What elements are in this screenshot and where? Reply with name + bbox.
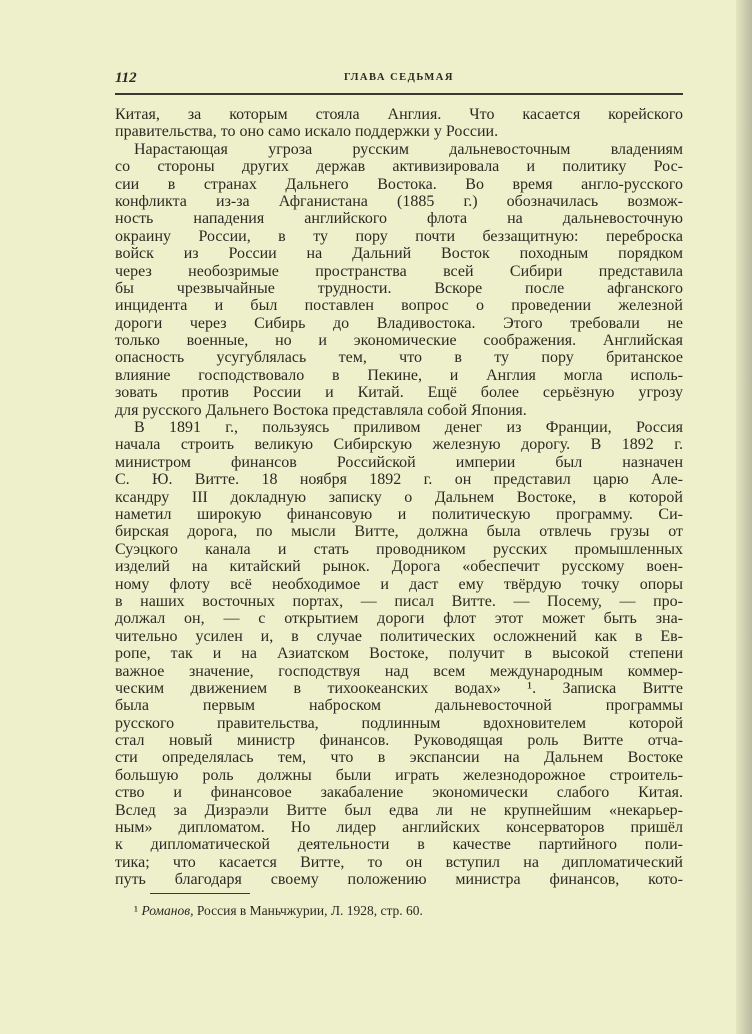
- text-line: изделий на китайский рынок. Дорога «обеспечит русскому воен-: [115, 558, 683, 576]
- text-line: в наших восточных портах, — писал Витте. — Посему, — про-: [115, 592, 683, 610]
- text-line: сти определялась тем, что в экспансии на Дальнем Востоке: [115, 749, 683, 767]
- footnote-text: Россия в Маньчжурии, Л. 1928, стр. 60.: [196, 903, 423, 918]
- text-line: ство и финансовое закабаление экономически слабого Китая.: [115, 784, 683, 802]
- text-line: со стороны других держав активизировала и политику Рос-: [115, 158, 683, 176]
- text-line: ческим движением в тихоокеанских водах» ¹. Записка Витте: [115, 679, 683, 697]
- text-line: бирская дорога, по мысли Витте, должна была отвлечь грузы от: [115, 523, 683, 541]
- page-edge-shadow: [736, 0, 752, 1034]
- text-line: ропе, так и на Азиатском Востоке, получит в высокой степени: [115, 645, 683, 663]
- text-line: дороги через Сибирь до Владивостока. Этого требовали не: [115, 314, 683, 332]
- text-line: к дипломатической деятельности в качестве партийного поли-: [115, 836, 683, 854]
- text-line: Суэцкого канала и стать проводником русских промышленных: [115, 540, 683, 558]
- text-line: наметил широкую финансовую и политическую программу. Си-: [115, 505, 683, 523]
- text-line: только военные, но и экономические соображения. Английская: [115, 332, 683, 350]
- text-line: бы чрезвычайные трудности. Вскоре после афганского: [115, 279, 683, 297]
- page-header: [115, 70, 683, 92]
- text-line: ность нападения английского флота на дальневосточную: [115, 210, 683, 228]
- text-line: ным» дипломатом. Но лидер английских консерваторов пришёл: [115, 819, 683, 837]
- text-line: важное значение, господствуя над всем международным коммер-: [115, 662, 683, 680]
- text-line: опасность усугублялась тем, что в ту пору британское: [115, 349, 683, 367]
- footnote-author: Романов,: [141, 903, 194, 918]
- footnote-rule: [150, 893, 250, 894]
- text-line: зовать против России и Китай. Ещё более серьёзную угрозу: [115, 384, 683, 402]
- text-line: через необозримые пространства всей Сибири представила: [115, 262, 683, 280]
- text-line: войск из России на Дальний Восток походным порядком: [115, 245, 683, 263]
- page-number: 112: [115, 70, 137, 86]
- footnote: [134, 903, 423, 919]
- text-line: ному флоту всё необходимое и даст ему твёрдую точку опоры: [115, 575, 683, 593]
- text-line: инцидента и был поставлен вопрос о проведении железной: [115, 297, 683, 315]
- text-line: была первым наброском дальневосточной программы: [115, 697, 683, 715]
- text-line: министром финансов Российской империи был назначен: [115, 453, 683, 471]
- text-line: В 1891 г., пользуясь приливом денег из Франции, Россия: [134, 419, 683, 437]
- running-head: ГЛАВА СЕДЬМАЯ: [344, 72, 454, 83]
- text-line: влияние господствовало в Пекине, и Англия могла исполь-: [115, 366, 683, 384]
- text-line: чительно усилен и, в случае политических осложнений как в Ев-: [115, 627, 683, 645]
- footnote-marker: ¹: [134, 903, 139, 918]
- text-line: русского правительства, подлинным вдохновителем которой: [115, 714, 683, 732]
- text-line: Нарастающая угроза русским дальневосточным владениям: [134, 140, 683, 158]
- text-line: Китая, за которым стояла Англия. Что касается корейского: [115, 106, 683, 123]
- text-line: стал новый министр финансов. Руководящая роль Витте отча-: [115, 732, 683, 750]
- text-line: сии в странах Дальнего Востока. Во время англо-русского: [115, 175, 683, 193]
- text-line: большую роль должны были играть железнодорожное строитель-: [115, 766, 683, 784]
- text-line: Вслед за Дизраэли Витте был едва ли не крупнейшим «некарьер-: [115, 801, 683, 819]
- text-line: конфликта из-за Афганистана (1885 г.) обозначилась возмож-: [115, 192, 683, 210]
- text-line: должал он, — с открытием дороги флот этот может быть зна-: [115, 610, 683, 628]
- text-line: С. Ю. Витте. 18 ноября 1892 г. он представил царю Але-: [115, 471, 683, 489]
- text-line: для русского Дальнего Востока представляла собой Япония.: [115, 401, 527, 419]
- header-rule: [115, 93, 683, 95]
- text-line: окраину России, в ту пору почти беззащитную: переброска: [115, 227, 683, 245]
- text-line: начала строить великую Сибирскую железную дорогу. В 1892 г.: [115, 436, 683, 454]
- text-line: правительства, то оно само искало поддержки у России.: [115, 123, 499, 141]
- text-line: ксандру III докладную записку о Дальнем Востоке, в которой: [115, 488, 683, 506]
- text-line: путь благодаря своему положению министра финансов, кото-: [115, 871, 683, 889]
- text-line: тика; что касается Витте, то он вступил на дипломатический: [115, 853, 683, 871]
- body-text: [115, 106, 683, 889]
